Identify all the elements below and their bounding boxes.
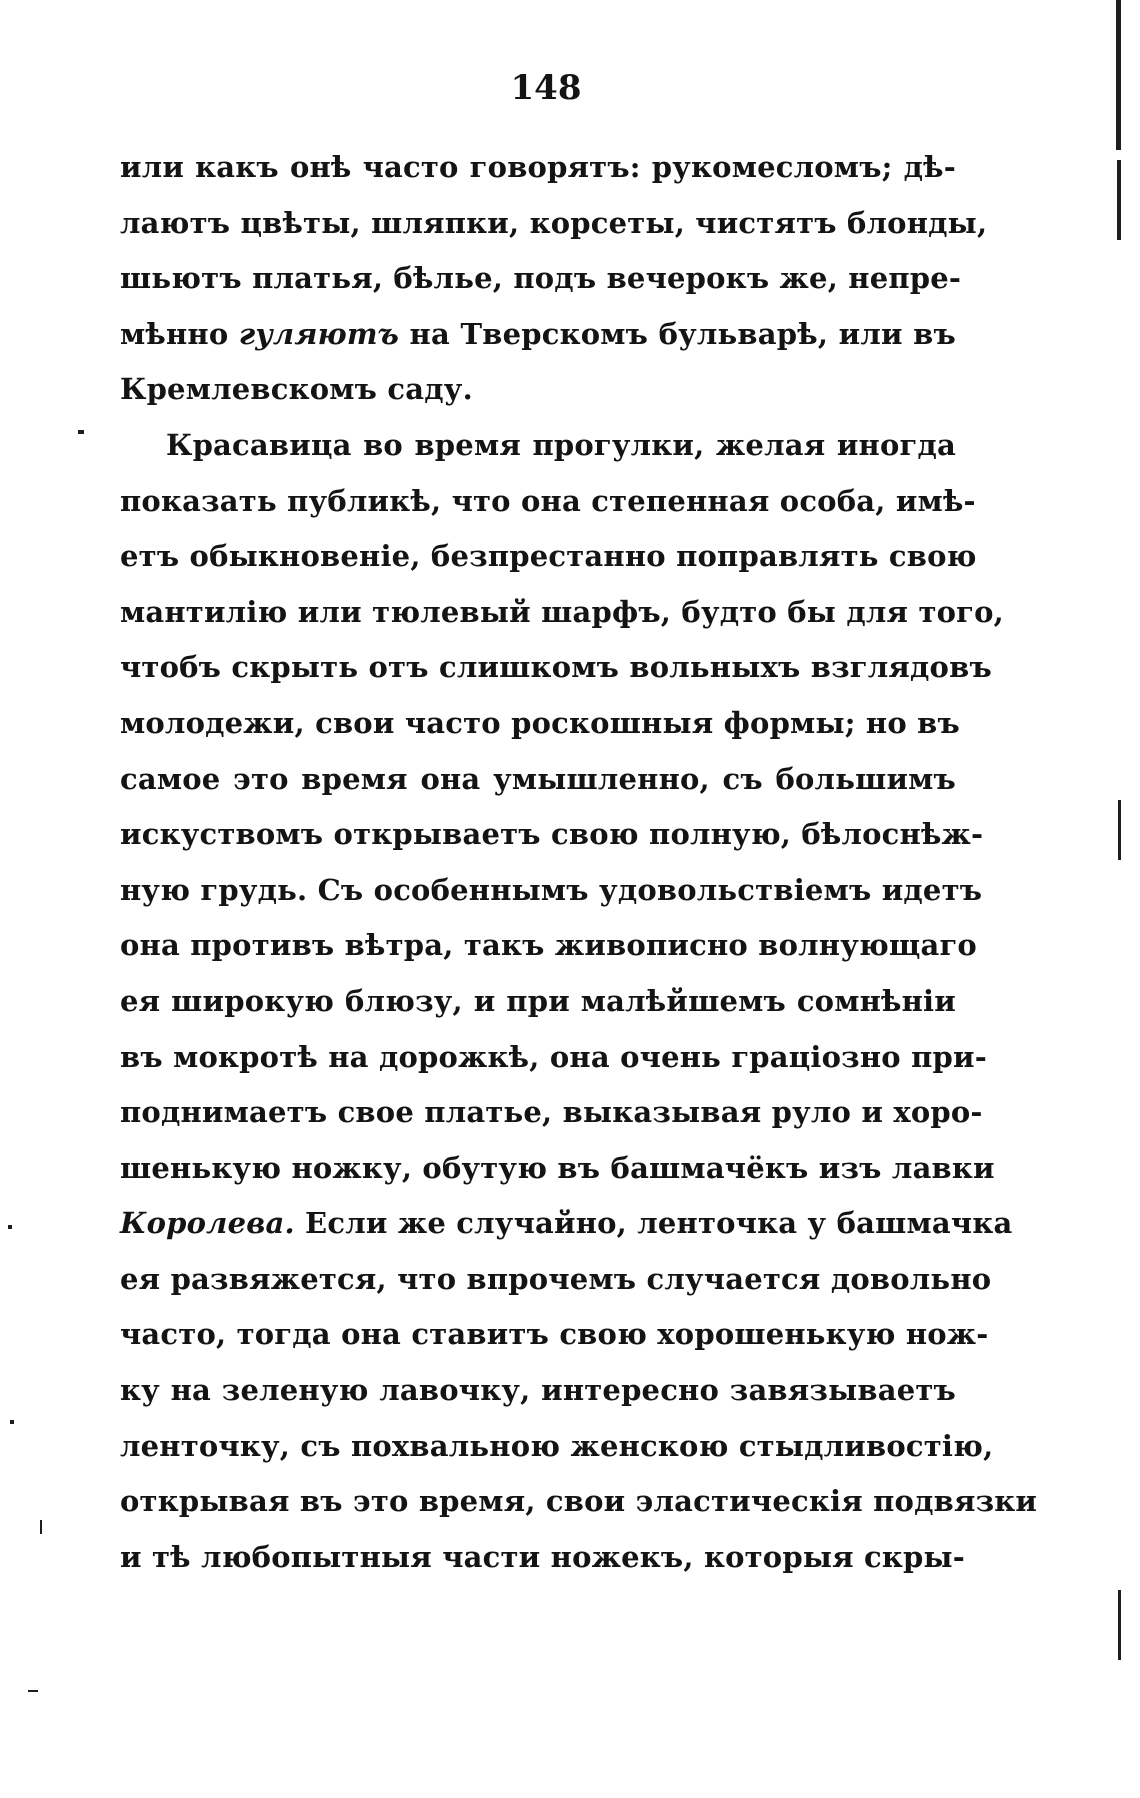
text-segment: поднимаетъ свое платье, выказывая руло и хоро- xyxy=(120,1095,983,1130)
text-line xyxy=(120,1474,1038,1530)
text-segment: она противъ вѣтра, такъ живописно волнующаго xyxy=(120,928,977,963)
text-segment: ленточку, съ похвальною женскою стыдливостію, xyxy=(120,1428,994,1463)
italic-text: гуляютъ xyxy=(238,316,400,351)
scan-edge-line xyxy=(1118,800,1121,860)
text-line xyxy=(120,1252,992,1308)
text-line xyxy=(120,752,956,808)
text-line xyxy=(120,418,956,474)
text-segment: молодежи, свои часто роскошныя формы; но въ xyxy=(120,705,960,740)
text-segment: и тѣ любопытныя части ножекъ, которыя скры- xyxy=(120,1539,965,1574)
text-line xyxy=(120,974,956,1030)
text-segment: ную грудь. Съ особеннымъ удовольствіемъ идетъ xyxy=(120,872,983,907)
text-line xyxy=(120,1363,956,1419)
text-segment: шенькую ножку, обутую въ башмачёкъ изъ лавки xyxy=(120,1150,995,1185)
text-segment: открывая въ это время, свои эластическія подвязки xyxy=(120,1484,1038,1519)
scan-edge-line xyxy=(1116,0,1121,150)
text-segment: на Тверскомъ бульварѣ, или въ xyxy=(399,316,956,351)
text-segment: Кремлевскомъ саду. xyxy=(120,372,473,407)
text-line xyxy=(120,1141,995,1197)
text-line xyxy=(120,918,977,974)
text-line xyxy=(120,807,984,863)
text-segment: Красавица во время прогулки, желая иногда xyxy=(166,427,956,462)
text-segment: ку на зеленую лавочку, интересно завязываетъ xyxy=(120,1373,956,1408)
text-line xyxy=(120,251,962,307)
text-segment: чтобъ скрыть отъ слишкомъ вольныхъ взглядовъ xyxy=(120,650,992,685)
text-line xyxy=(120,474,976,530)
italic-text: Королева. xyxy=(120,1206,295,1241)
text-line xyxy=(120,696,960,752)
scan-edge-line xyxy=(1118,1590,1121,1660)
text-line xyxy=(120,362,956,418)
text-line xyxy=(120,585,1004,641)
page-number: 148 xyxy=(510,68,582,108)
text-segment: часто, тогда она ставитъ свою хорошенькую нож- xyxy=(120,1317,989,1352)
text-line xyxy=(120,529,977,585)
text-segment: мѣнно xyxy=(120,316,239,351)
text-segment: шьютъ платья, бѣлье, подъ вечерокъ же, непре- xyxy=(120,261,962,296)
text-segment: искуствомъ открываетъ свою полную, бѣлоснѣж- xyxy=(120,817,984,852)
text-line xyxy=(120,863,983,919)
text-line xyxy=(120,1307,989,1363)
text-segment: въ мокротѣ на дорожкѣ, она очень граціозно при- xyxy=(120,1039,987,1074)
text-segment: лаютъ цвѣты, шляпки, корсеты, чистятъ блонды, xyxy=(120,205,988,240)
text-line xyxy=(120,640,992,696)
text-line xyxy=(120,307,956,363)
text-segment: самое это время она умышленно, съ большимъ xyxy=(120,761,956,796)
text-line xyxy=(120,1419,994,1475)
scan-edge-line xyxy=(1117,160,1121,240)
text-segment: Если же случайно, ленточка у башмачка xyxy=(294,1206,1013,1241)
text-line xyxy=(120,140,956,196)
text-line xyxy=(120,1085,983,1141)
scan-speck xyxy=(78,430,84,434)
scan-speck xyxy=(28,1690,38,1692)
body-text xyxy=(120,140,1038,1585)
scan-speck xyxy=(10,1420,14,1424)
text-line xyxy=(120,1196,1013,1252)
text-line xyxy=(120,196,988,252)
text-segment: ея развяжется, что впрочемъ случается довольно xyxy=(120,1261,992,1296)
text-segment: или какъ онѣ часто говорятъ: рукомесломъ; дѣ- xyxy=(120,150,956,184)
text-segment: етъ обыкновеніе, безпрестанно поправлять свою xyxy=(120,539,977,574)
text-line xyxy=(120,1530,965,1586)
text-segment: ея широкую блюзу, и при малѣйшемъ сомнѣніи xyxy=(120,983,956,1018)
scan-speck xyxy=(40,1520,42,1534)
text-segment: мантилію или тюлевый шарфъ, будто бы для того, xyxy=(120,594,1004,629)
scan-speck xyxy=(8,1225,12,1229)
text-line xyxy=(120,1030,987,1086)
text-segment: показать публикѣ, что она степенная особа, имѣ- xyxy=(120,483,976,518)
